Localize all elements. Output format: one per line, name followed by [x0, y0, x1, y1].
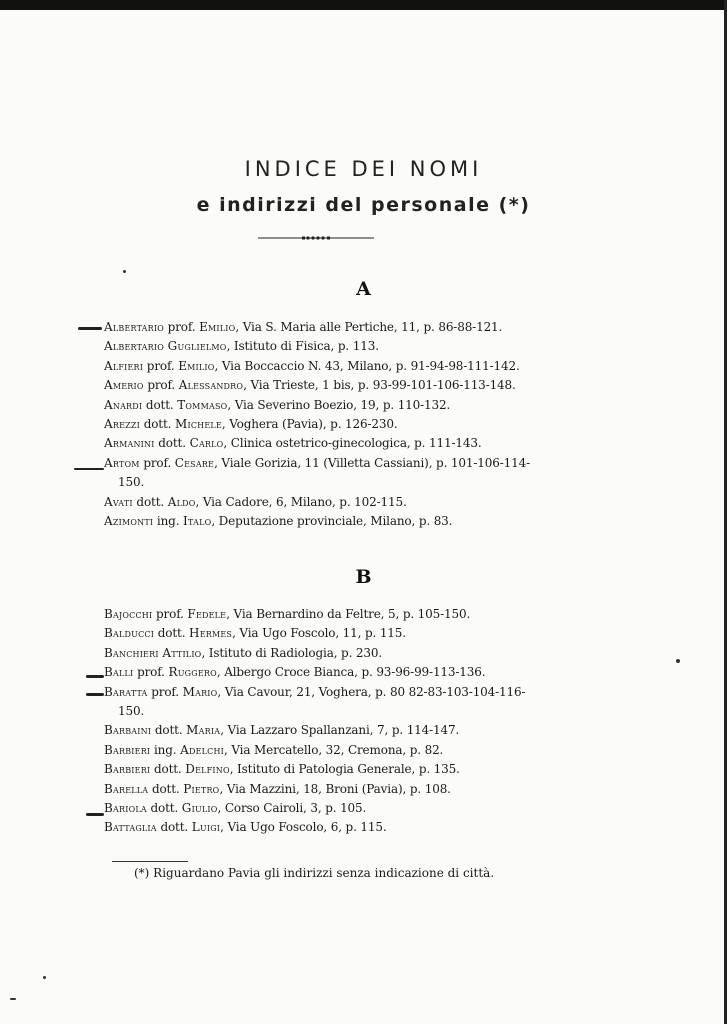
- entry-surname: Arezzi: [104, 417, 141, 432]
- entry-details: , Via Mazzini, 18, Broni (Pavia), p. 108.: [219, 781, 451, 796]
- entry-role: prof.: [146, 358, 175, 373]
- scan-top-border: [0, 0, 727, 10]
- entry-first-name: Delfino: [185, 762, 230, 777]
- paper-speck: [676, 659, 680, 663]
- entry-first-name: Adelchi: [180, 742, 224, 757]
- entry-role: dott.: [145, 397, 174, 412]
- index-entry: [104, 493, 544, 512]
- entry-surname: Balducci: [104, 626, 155, 641]
- paper-speck: [123, 270, 126, 273]
- entry-details: , Voghera (Pavia), p. 126-230.: [221, 417, 398, 432]
- index-entry: [104, 337, 544, 356]
- entry-surname: Armanini: [104, 436, 155, 451]
- index-entry: [104, 799, 544, 818]
- entry-role: prof.: [156, 607, 184, 621]
- entry-details: , Via Cadore, 6, Milano, p. 102-115.: [195, 494, 407, 509]
- footnote: (*) Riguardano Pavia gli indirizzi senza indicazione di città.: [134, 866, 495, 880]
- entry-role: ing.: [156, 514, 180, 529]
- margin-mark: [86, 693, 104, 696]
- entry-role: prof.: [151, 684, 179, 699]
- index-entry: [104, 644, 544, 663]
- margin-mark: [78, 327, 102, 330]
- entry-details: , Via Trieste, 1 bis, p. 93-99-101-106-113-148.: [243, 378, 516, 393]
- margin-mark: [86, 813, 104, 816]
- entry-surname: Baratta: [104, 684, 148, 699]
- entry-first-name: Mario: [182, 684, 218, 699]
- entry-first-name: Emilio: [199, 320, 236, 334]
- entry-surname: Barbaini: [104, 723, 152, 738]
- entry-details: , Deputazione provinciale, Milano, p. 83.: [211, 514, 453, 529]
- entry-surname: Barella: [104, 781, 149, 796]
- section-letter-b: B: [355, 566, 372, 588]
- entry-details: , Istituto di Fisica, p. 113.: [226, 339, 379, 354]
- entry-surname: Bajocchi: [104, 607, 153, 621]
- entry-details: , Via Cavour, 21, Voghera, p. 80 82-83-103-104-116-150.: [118, 684, 526, 719]
- entry-first-name: Hermes: [189, 626, 233, 641]
- divider-ornament: [258, 235, 374, 241]
- entry-role: dott.: [150, 801, 179, 816]
- entry-surname: Avati: [104, 494, 133, 509]
- entry-role: dott.: [157, 626, 186, 641]
- index-entry: [104, 683, 544, 722]
- entry-first-name: Ruggero: [168, 665, 217, 680]
- index-entry: [104, 663, 544, 682]
- entry-details: , Via Mercatello, 32, Cremona, p. 82.: [224, 742, 444, 757]
- entry-surname: Barbieri: [104, 762, 151, 777]
- index-entry: [104, 605, 544, 624]
- entry-list-b: [104, 605, 544, 838]
- entry-surname: Banchieri: [104, 645, 159, 660]
- entry-role: dott.: [160, 820, 189, 835]
- entry-first-name: Tommaso: [177, 397, 228, 412]
- entry-role: prof.: [147, 378, 176, 393]
- entry-first-name: Italo: [183, 514, 212, 529]
- entry-details: , Clinica ostetrico-ginecologica, p. 111-143.: [223, 436, 482, 451]
- entry-first-name: Attilio: [162, 645, 202, 660]
- index-entry: [104, 376, 544, 395]
- margin-mark: [86, 675, 104, 678]
- entry-first-name: Michele: [174, 417, 222, 432]
- entry-details: , Via Boccaccio N. 43, Milano, p. 91-94-98-111-142.: [214, 358, 520, 373]
- entry-details: , Via Lazzaro Spallanzani, 7, p. 114-147.: [220, 723, 460, 738]
- entry-surname: Azimonti: [104, 514, 154, 529]
- entry-role: dott.: [143, 417, 172, 432]
- footnote-rule: [112, 861, 188, 862]
- entry-role: prof.: [143, 455, 172, 470]
- entry-surname: Balli: [104, 665, 134, 680]
- entry-details: , Albergo Croce Bianca, p. 93-96-99-113-136.: [216, 665, 486, 680]
- index-entry: [104, 454, 544, 493]
- page-subtitle: e indirizzi del personale (*): [196, 194, 531, 216]
- entry-details: , Via S. Maria alle Pertiche, 11, p. 86-88-121.: [235, 320, 503, 334]
- index-entry: [104, 415, 544, 434]
- entry-surname: Barbieri: [104, 742, 151, 757]
- index-entry: [104, 396, 544, 415]
- index-entry: [104, 624, 544, 643]
- entry-details: , Corso Cairoli, 3, p. 105.: [217, 801, 367, 816]
- entry-surname: Artom: [104, 455, 140, 470]
- index-entry: [104, 818, 544, 837]
- entry-first-name: Giulio: [181, 801, 218, 816]
- entry-details: , Via Bernardino da Feltre, 5, p. 105-150.: [226, 607, 471, 621]
- entry-surname: Battaglia: [104, 820, 157, 835]
- entry-surname: Alfieri: [104, 358, 144, 373]
- entry-details: , Viale Gorizia, 11 (Villetta Cassiani), p. 101-106-114-150.: [118, 455, 530, 490]
- index-entry: [104, 512, 544, 531]
- page-title: INDICE DEI NOMI: [244, 157, 483, 181]
- entry-role: dott.: [158, 436, 186, 451]
- entry-details: , Istituto di Patologia Generale, p. 135.: [229, 762, 460, 777]
- entry-role: prof.: [137, 665, 165, 680]
- entry-first-name: Luigi: [191, 820, 221, 835]
- entry-role: dott.: [153, 762, 182, 777]
- entry-role: dott.: [151, 781, 180, 796]
- entry-first-name: Aldo: [167, 494, 196, 509]
- paper-speck: [43, 976, 46, 979]
- entry-role: prof.: [167, 320, 196, 334]
- section-letter-a: A: [356, 278, 371, 300]
- entry-first-name: Alessandro: [178, 378, 244, 393]
- entry-surname: Albertario: [104, 320, 164, 334]
- entry-first-name: Cesare: [174, 455, 215, 470]
- index-entry: [104, 721, 544, 740]
- margin-mark: [74, 468, 104, 470]
- index-entry: [104, 780, 544, 799]
- index-entry: [104, 760, 544, 779]
- entry-surname: Bariola: [104, 801, 147, 816]
- entry-list-a: [104, 318, 544, 531]
- entry-details: , Istituto di Radiologia, p. 230.: [201, 645, 383, 660]
- entry-first-name: Emilio: [178, 358, 215, 373]
- entry-role: dott.: [136, 494, 165, 509]
- index-entry: [104, 318, 544, 337]
- entry-first-name: Guglielmo: [167, 339, 227, 354]
- entry-first-name: Carlo: [189, 436, 224, 451]
- index-entry: [104, 434, 544, 453]
- paper-speck: [10, 998, 16, 1000]
- entry-first-name: Maria: [186, 723, 221, 738]
- entry-surname: Albertario: [104, 339, 164, 354]
- entry-role: dott.: [154, 723, 183, 738]
- entry-first-name: Fedele: [187, 607, 227, 621]
- entry-first-name: Pietro: [183, 781, 220, 796]
- index-entry: [104, 357, 544, 376]
- index-entry: [104, 741, 544, 760]
- entry-details: , Via Severino Boezio, 19, p. 110-132.: [227, 397, 451, 412]
- entry-details: , Via Ugo Foscolo, 6, p. 115.: [220, 820, 387, 835]
- entry-surname: Anardi: [104, 397, 143, 412]
- entry-role: ing.: [153, 742, 177, 757]
- entry-details: , Via Ugo Foscolo, 11, p. 115.: [232, 626, 406, 641]
- entry-surname: Amerio: [104, 378, 144, 393]
